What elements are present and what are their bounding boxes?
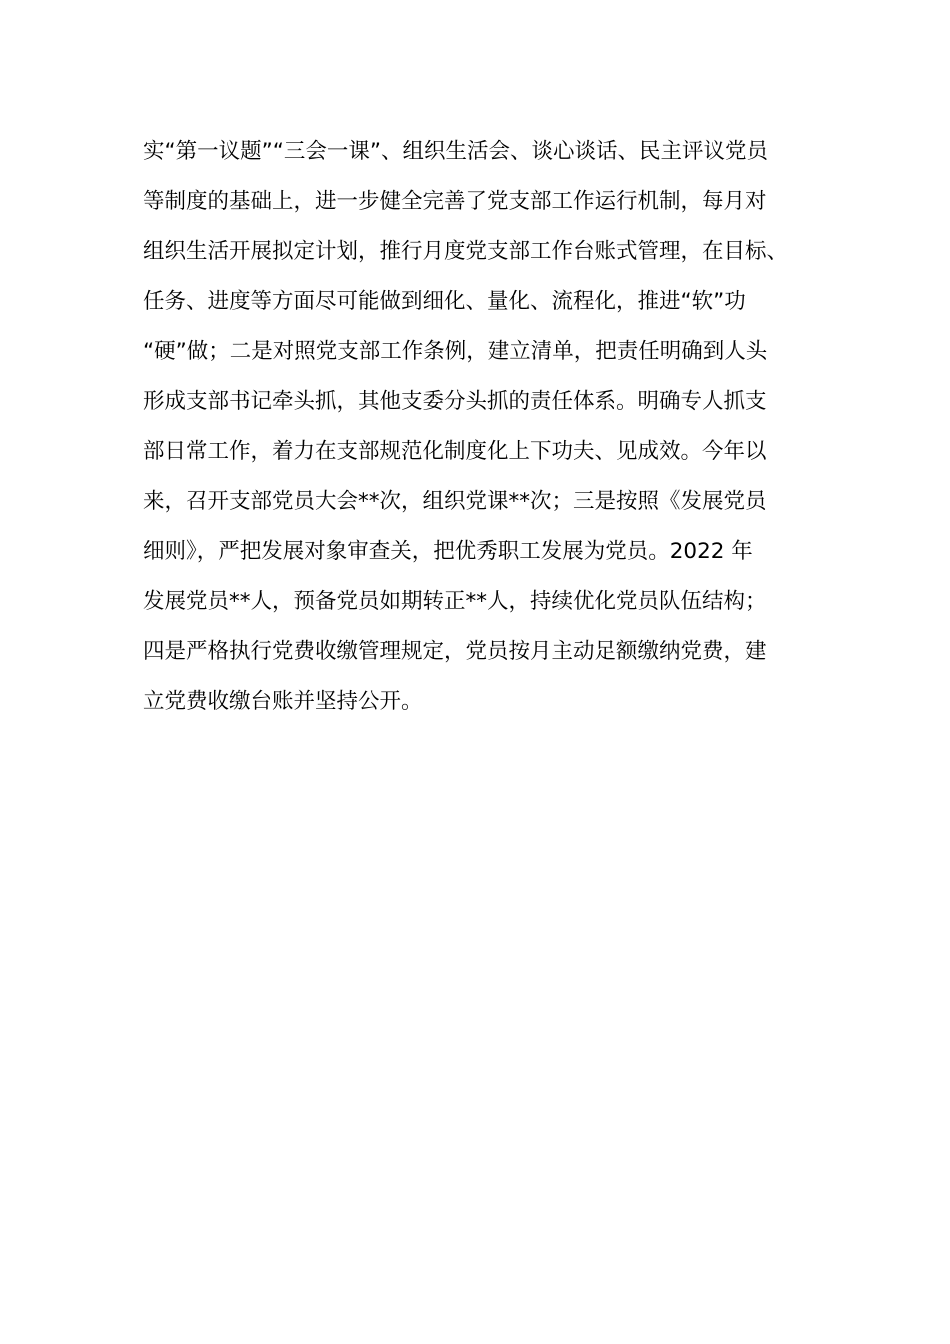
text-line-6: 形成支部书记牵头抓，其他支委分头抓的责任体系。明确专人抓支 [143, 389, 767, 414]
text-line-7: 部日常工作，着力在支部规范化制度化上下功夫、见成效。今年以 [143, 439, 767, 464]
text-line-2: 等制度的基础上，进一步健全完善了党支部工作运行机制，每月对 [143, 189, 767, 214]
text-line-11: 四是严格执行党费收缴管理规定，党员按月主动足额缴纳党费，建 [143, 639, 767, 664]
text-line-12: 立党费收缴台账并坚持公开。 [143, 689, 423, 714]
body-paragraph [143, 127, 843, 727]
text-line-9: 细则》，严把发展对象审查关，把优秀职工发展为党员。2022 年 [143, 539, 753, 564]
text-line-4: 任务、进度等方面尽可能做到细化、量化、流程化，推进“软”功 [143, 289, 746, 314]
text-line-8: 来，召开支部党员大会**次，组织党课**次；三是按照《发展党员 [143, 489, 767, 514]
text-line-5: “硬”做；二是对照党支部工作条例，建立清单，把责任明确到人头 [143, 339, 768, 364]
text-line-10: 发展党员**人，预备党员如期转正**人，持续优化党员队伍结构； [143, 589, 767, 614]
text-line-3: 组织生活开展拟定计划，推行月度党支部工作台账式管理，在目标、 [143, 239, 789, 264]
text-line-1: 实“第一议题”“三会一课”、组织生活会、谈心谈话、民主评议党员 [143, 139, 769, 164]
